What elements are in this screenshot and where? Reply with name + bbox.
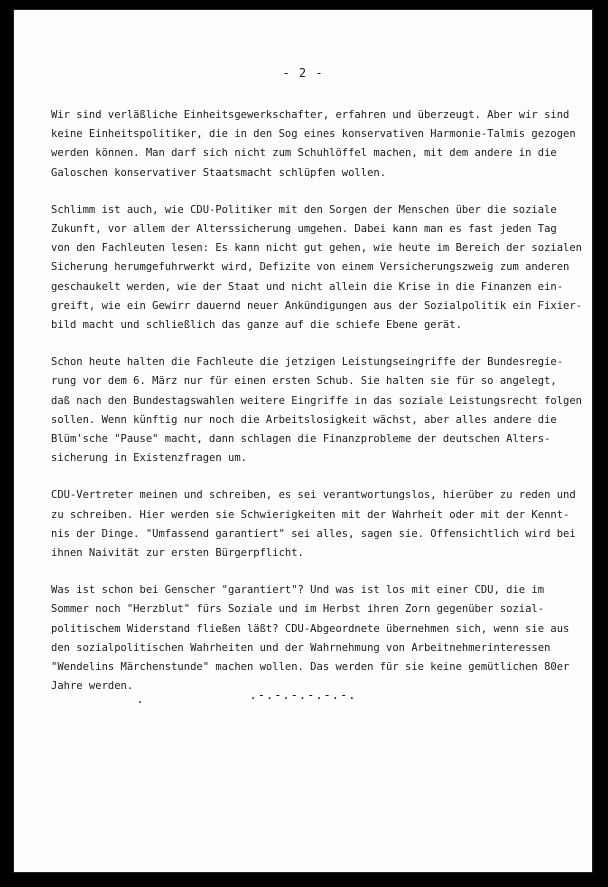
- text-line: "Wendelins Märchenstunde" machen wollen. Das werden für sie keine gemütlichen 80er: [51, 661, 570, 674]
- paragraph-2: [51, 201, 583, 335]
- document-body: [51, 106, 583, 714]
- text-line: CDU-Vertreter meinen und schreiben, es sei verantwortungslos, hierüber zu reden und: [51, 489, 576, 502]
- text-line: daß nach den Bundestagswahlen weitere Eingriffe in das soziale Leistungsrecht folgen: [51, 394, 583, 407]
- text-line: nis der Dinge. "Umfassend garantiert" sei alles, sagen sie. Offensichtlich wird bei: [51, 527, 576, 540]
- text-line: Zukunft, vor allem der Alterssicherung umgehen. Dabei kann man es fast jeden Tag: [51, 223, 557, 236]
- page-number: - 2 -: [282, 66, 324, 80]
- text-line: sollen. Wenn künftig nur noch die Arbeitslosigkeit wächst, aber alles andere die: [51, 413, 557, 426]
- text-line: zu schreiben. Hier werden sie Schwierigkeiten mit der Wahrheit oder mit der Kennt-: [51, 508, 570, 521]
- text-line: Blüm'sche "Pause" macht, dann schlagen die Finanzprobleme der deutschen Alters-: [51, 433, 551, 446]
- text-line: ihnen Naivität zur ersten Bürgerpflicht.: [51, 547, 304, 560]
- text-line: politischem Widerstand fließen läßt? CDU-Abgeordnete übernehmen sich, wenn sie aus: [51, 622, 570, 635]
- text-line: von den Fachleuten lesen: Es kann nicht gut gehen, wie heute im Bereich der sozialen: [51, 242, 583, 255]
- text-line: geschaukelt werden, wie der Staat und nicht allein die Krise in die Finanzen ein-: [51, 280, 564, 293]
- text-line: Galoschen konservativer Staatsmacht schlüpfen wollen.: [51, 166, 387, 179]
- paragraph-3: [51, 353, 583, 468]
- text-line: bild macht und schließlich das ganze auf die schiefe Ebene gerät.: [51, 319, 462, 332]
- text-line: Was ist schon bei Genscher "garantiert"? Und was ist los mit einer CDU, die im: [51, 584, 545, 597]
- document-page: [13, 9, 593, 873]
- text-line: sicherung in Existenzfragen um.: [51, 452, 247, 465]
- text-line: Schlimm ist auch, wie CDU-Politiker mit den Sorgen der Menschen über die soziale: [51, 203, 557, 216]
- text-line: den sozialpolitischen Wahrheiten und der Wahrnehmung von Arbeitnehmerinteressen: [51, 641, 551, 654]
- text-line: Wir sind verläßliche Einheitsgewerkschafter, erfahren und überzeugt. Aber wir sind: [51, 109, 570, 121]
- text-line: Sommer noch "Herzblut" fürs Soziale und im Herbst ihren Zorn gegenüber sozial-: [51, 603, 545, 616]
- text-line: rung vor dem 6. März nur für einen ersten Schub. Sie halten sie für so angelegt,: [51, 375, 557, 388]
- text-line: Schon heute halten die Fachleute die jetzigen Leistungseingriffe der Bundesregie-: [51, 356, 564, 369]
- text-line: greift, wie ein Gewirr dauernd neuer Ankündigungen aus der Sozialpolitik ein Fixier-: [51, 299, 583, 312]
- paragraph-1: [51, 106, 576, 183]
- paragraph-5: [51, 581, 571, 696]
- paragraph-4: [51, 486, 576, 563]
- text-line: Jahre werden.: [51, 680, 134, 693]
- text-line: keine Einheitspolitiker, die in den Sog eines konservativen Harmonie-Talmis gezogen: [51, 128, 576, 141]
- text-line: werden können. Man darf sich nicht zum Schuhlöffel machen, mit dem andere in die: [51, 147, 557, 160]
- scan-speck: [139, 701, 141, 703]
- end-separator: .-.-.-.-.-.-.: [249, 688, 357, 702]
- text-line: Sicherung herumgefuhrwerkt wird, Defizite von einem Versicherungszweig zum anderen: [51, 261, 570, 274]
